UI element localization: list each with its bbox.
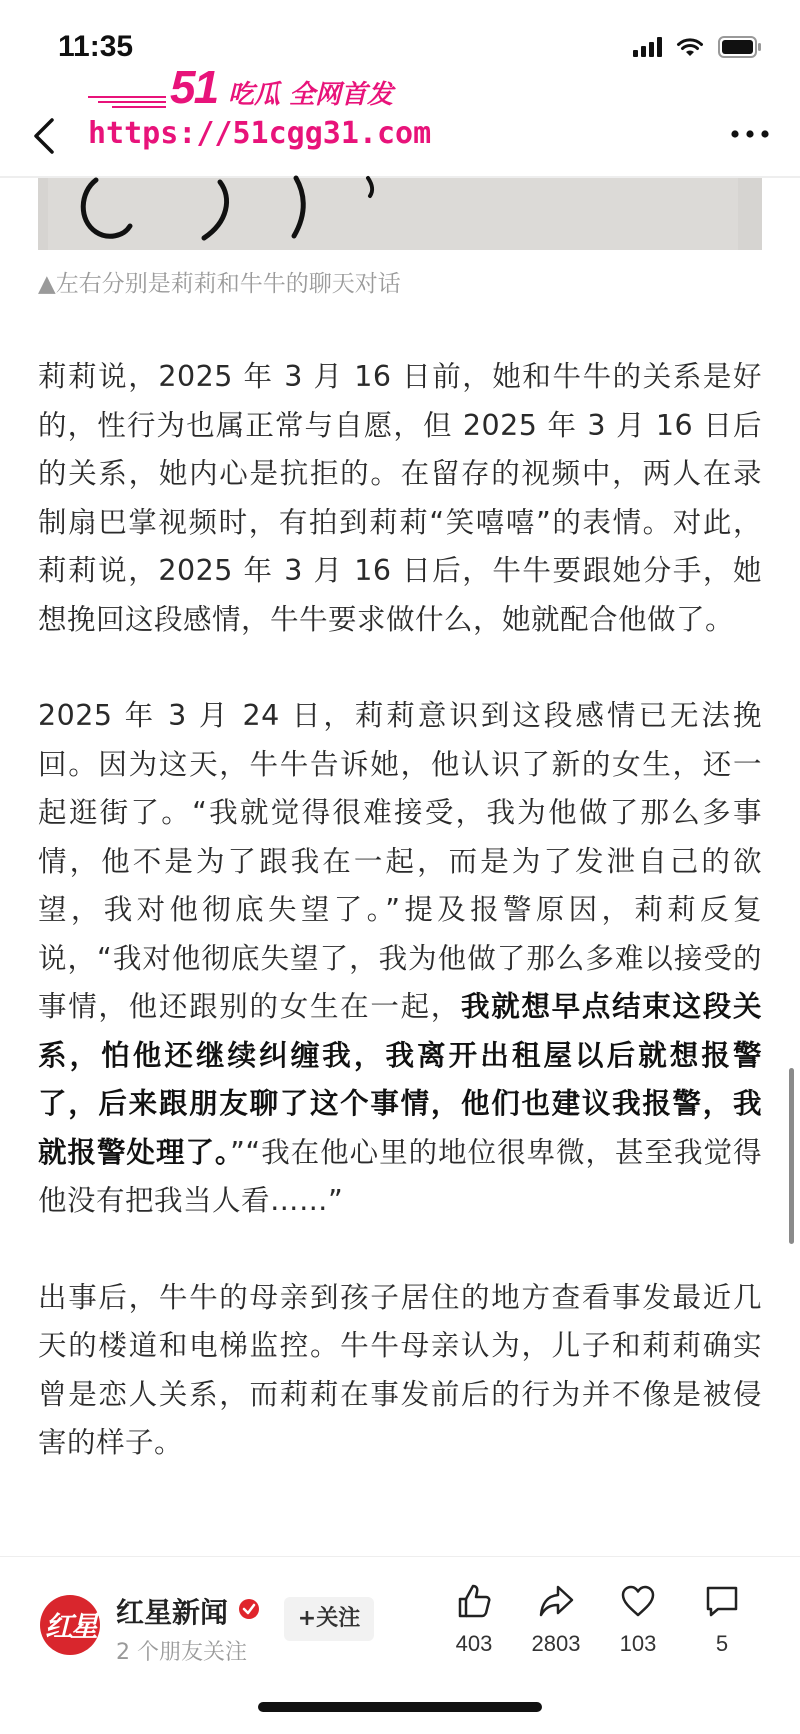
watermark-logo: 51 <box>170 61 218 113</box>
article-body <box>38 353 762 1459</box>
follow-button[interactable]: +关注 <box>284 1597 374 1641</box>
wifi-icon <box>676 37 704 57</box>
image-caption: ▲左右分别是莉莉和牛牛的聊天对话 <box>38 271 401 297</box>
like-button[interactable] <box>434 1583 514 1657</box>
status-icons <box>633 36 762 58</box>
watermark <box>88 61 432 151</box>
back-button[interactable] <box>30 116 60 156</box>
verified-badge-icon <box>238 1598 260 1620</box>
more-horizontal-icon <box>730 126 770 142</box>
article-paragraph: 莉莉说，2025 年 3 月 16 日前，她和牛牛的关系是好的，性行为也属正常与自愿，但 2025 年 3 月 16 日后的关系，她内心是抗拒的。在留存的视频中，两人在录制扇巴掌视频时，有拍到莉莉“笑嘻嘻”的表情。对此，莉莉说，2025 年 3 月 16 日后，牛牛要跟她分手，她想挽回这段感情，牛牛要求做什么，她就配合他做了。 <box>38 360 762 636</box>
favorite-count: 103 <box>619 1631 657 1656</box>
heart-icon <box>620 1583 656 1619</box>
home-indicator[interactable] <box>258 1702 542 1712</box>
share-button[interactable] <box>516 1583 596 1657</box>
paragraph-bold-text: 我就想早点结束这段关系，怕他还继续纠缠我，我离开出租屋以后就想报警了，后来跟朋友聊了这个事情，他们也建议我报警，我就报警处理了。 <box>38 990 762 1169</box>
like-count: 403 <box>455 1631 493 1656</box>
share-count: 2803 <box>531 1631 581 1656</box>
comment-count: 5 <box>715 1631 729 1656</box>
content-fade <box>0 1520 800 1560</box>
paragraph-text: ”“我在他心里的地位很卑微，甚至我觉得他没有把我当人看……” <box>38 1135 762 1217</box>
article-paragraph <box>38 692 762 1226</box>
watermark-lines-icon <box>88 94 168 108</box>
favorite-button[interactable] <box>598 1583 678 1657</box>
avatar[interactable] <box>40 1595 100 1655</box>
publisher-name[interactable]: 红星新闻 <box>116 1596 229 1629</box>
thumbs-up-icon <box>456 1583 492 1619</box>
comment-button[interactable] <box>682 1583 762 1657</box>
cellular-signal-icon <box>633 37 662 57</box>
chevron-left-icon <box>30 116 60 156</box>
watermark-url: https://51cgg31.com <box>88 116 432 151</box>
article-paragraph: 出事后，牛牛的母亲到孩子居住的地方查看事发最近几天的楼道和电梯监控。牛牛母亲认为，儿子和莉莉确实曾是恋人关系，而莉莉在事发前后的行为并不像是被侵害的样子。 <box>38 1280 762 1459</box>
scrollbar[interactable] <box>789 1068 794 1244</box>
more-button[interactable] <box>730 126 770 142</box>
publisher-followers: 2 个朋友关注 <box>116 1640 247 1665</box>
battery-icon <box>718 36 762 58</box>
paragraph-text: 2025 年 3 月 24 日，莉莉意识到这段感情已无法挽回。因为这天，牛牛告诉她，他认识了新的女生，还一起逛街了。“我就觉得很难接受，我为他做了那么多事情，他不是为了跟我在一起，而是为了发泄自己的欲望，我对他彻底失望了。”提及报警原因，莉莉反复说，“我对他彻底失望了，我为他做了那么多难以接受的事情，他还跟别的女生在一起， <box>38 699 762 1023</box>
status-time: 11:35 <box>58 30 134 63</box>
share-icon <box>538 1583 574 1619</box>
chat-screenshot-image <box>38 178 762 250</box>
watermark-slogan: 吃瓜 全网首发 <box>228 80 394 110</box>
avatar-text: 红星 <box>44 1610 95 1643</box>
comment-icon <box>704 1583 740 1619</box>
